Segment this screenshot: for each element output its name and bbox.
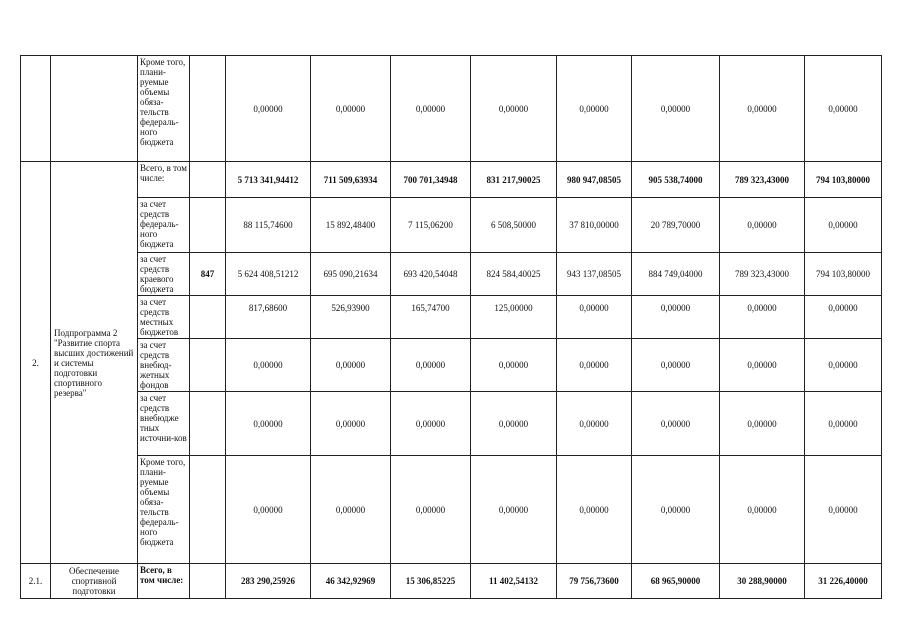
value-cell: 0,00000 [471,392,557,456]
value-cell: 0,00000 [805,392,882,456]
funding-source-cell: Кроме того, плани-руемые объемы обяза-тельств федераль-ного бюджета [138,56,190,162]
funding-source-cell: за счет средств местных бюджетов [138,296,190,339]
value-cell: 0,00000 [805,456,882,564]
value-cell: 884 749,04000 [632,253,720,296]
row-number-cell: 2.1. [21,564,51,599]
value-cell: 0,00000 [632,296,720,339]
value-cell: 0,00000 [805,296,882,339]
value-cell: 0,00000 [720,392,805,456]
code-cell [190,56,226,162]
code-cell [190,564,226,599]
value-cell: 6 508,50000 [471,198,557,253]
value-cell: 5 713 341,94412 [226,162,311,198]
value-cell: 789 323,43000 [720,253,805,296]
table-row [21,392,882,456]
value-cell: 20 789,70000 [632,198,720,253]
value-cell: 794 103,80000 [805,162,882,198]
value-cell: 526,93900 [311,296,391,339]
funding-source-cell: Кроме того, плани-руемые объемы обяза-тельств федераль-ного бюджета [138,456,190,564]
code-cell [190,198,226,253]
value-cell: 700 701,34948 [391,162,471,198]
value-cell: 0,00000 [632,339,720,392]
funding-source-cell: за счет средств внебюдже тных источни-ков [138,392,190,456]
value-cell: 905 538,74000 [632,162,720,198]
value-cell: 31 226,40000 [805,564,882,599]
value-cell: 980 947,08505 [557,162,632,198]
value-cell: 693 420,54048 [391,253,471,296]
funding-source-cell: за счет средств внебюд-жетных фондов [138,339,190,392]
value-cell: 0,00000 [557,392,632,456]
value-cell: 283 290,25926 [226,564,311,599]
code-cell [190,162,226,198]
value-cell: 0,00000 [471,56,557,162]
value-cell: 789 323,43000 [720,162,805,198]
value-cell: 0,00000 [557,339,632,392]
value-cell: 11 402,54132 [471,564,557,599]
value-cell: 0,00000 [391,339,471,392]
table-row [21,198,882,253]
value-cell: 0,00000 [391,456,471,564]
value-cell: 15 306,85225 [391,564,471,599]
value-cell: 15 892,48400 [311,198,391,253]
code-cell [190,456,226,564]
value-cell: 0,00000 [632,456,720,564]
value-cell: 831 217,90025 [471,162,557,198]
value-cell: 0,00000 [391,392,471,456]
table-row [21,456,882,564]
value-cell: 0,00000 [805,56,882,162]
value-cell: 0,00000 [311,56,391,162]
value-cell: 0,00000 [720,296,805,339]
funding-source-cell: за счет средств федераль-ного бюджета [138,198,190,253]
value-cell: 0,00000 [311,392,391,456]
value-cell: 7 115,06200 [391,198,471,253]
value-cell: 0,00000 [720,339,805,392]
value-cell: 0,00000 [311,339,391,392]
value-cell: 0,00000 [311,456,391,564]
value-cell: 79 756,73600 [557,564,632,599]
value-cell: 0,00000 [226,56,311,162]
table-row [21,296,882,339]
value-cell: 0,00000 [805,339,882,392]
value-cell: 0,00000 [720,456,805,564]
value-cell: 695 090,21634 [311,253,391,296]
code-cell [190,339,226,392]
value-cell: 0,00000 [632,56,720,162]
funding-source-cell: Всего, в том числе: [138,162,190,198]
row-number-cell: 2. [21,162,51,564]
value-cell: 0,00000 [557,456,632,564]
value-cell: 68 965,90000 [632,564,720,599]
activity-name-cell: Обеспечение спортивной подготовки [51,564,138,599]
value-cell: 5 624 408,51212 [226,253,311,296]
value-cell: 165,74700 [391,296,471,339]
subprogram-name-cell: Подпрограмма 2 "Развитие спорта высших достижений и системы подготовки спортивного резерва" [51,162,138,564]
value-cell: 125,00000 [471,296,557,339]
funding-source-cell: за счет средств краевого бюджета [138,253,190,296]
value-cell: 0,00000 [471,456,557,564]
code-cell: 847 [190,253,226,296]
value-cell: 0,00000 [471,339,557,392]
value-cell: 0,00000 [720,198,805,253]
table-row [21,253,882,296]
row-number-cell [21,56,51,162]
value-cell: 711 509,63934 [311,162,391,198]
value-cell: 824 584,40025 [471,253,557,296]
value-cell: 0,00000 [226,456,311,564]
value-cell: 46 342,92969 [311,564,391,599]
value-cell: 0,00000 [226,392,311,456]
value-cell: 37 810,00000 [557,198,632,253]
value-cell: 0,00000 [805,198,882,253]
value-cell: 943 137,08505 [557,253,632,296]
value-cell: 0,00000 [557,296,632,339]
budget-table [20,55,882,599]
value-cell: 88 115,74600 [226,198,311,253]
value-cell: 0,00000 [226,339,311,392]
value-cell: 0,00000 [720,56,805,162]
code-cell [190,392,226,456]
value-cell: 0,00000 [391,56,471,162]
budget-table-page [20,55,881,595]
value-cell: 30 288,90000 [720,564,805,599]
table-row [21,56,882,162]
value-cell: 0,00000 [557,56,632,162]
value-cell: 0,00000 [632,392,720,456]
table-row [21,339,882,392]
name-cell [51,56,138,162]
table-row [21,162,882,198]
value-cell: 794 103,80000 [805,253,882,296]
table-row [21,564,882,599]
code-cell [190,296,226,339]
value-cell: 817,68600 [226,296,311,339]
funding-source-cell: Всего, в том числе: [138,564,190,599]
